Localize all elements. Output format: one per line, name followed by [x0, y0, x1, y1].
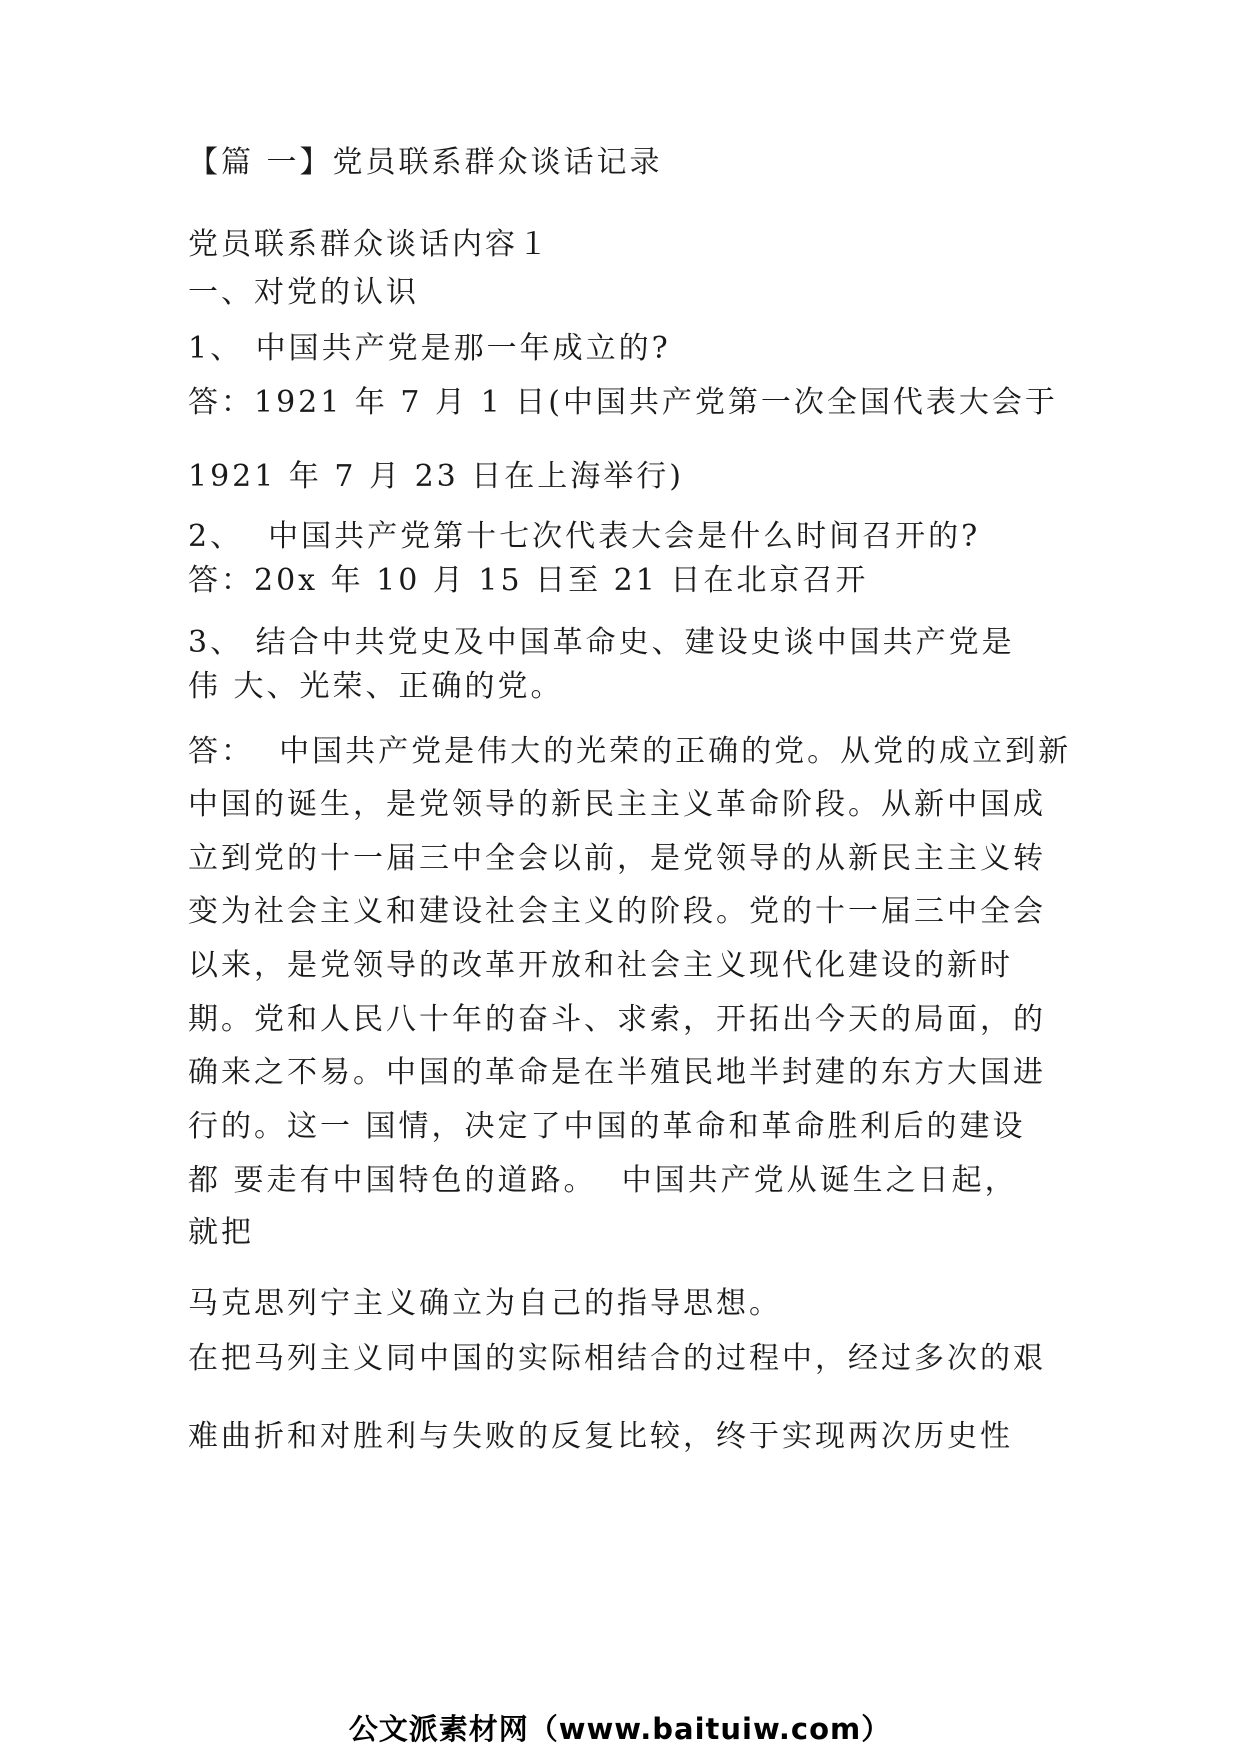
body-line: 伟 大、光荣、正确的党。	[188, 669, 564, 704]
body-line: 确来之不易。中国的革命是在半殖民地半封建的东方大国进	[188, 1055, 1046, 1090]
body-line: 中国的诞生，是党领导的新民主主义革命阶段。从新中国成	[188, 787, 1046, 822]
body-line: 答：20x 年 10 月 15 日至 21 日在北京召开	[188, 563, 869, 598]
body-line: 2、 中国共产党第十七次代表大会是什么时间召开的?	[188, 519, 981, 554]
body-line: 立到党的十一届三中全会以前，是党领导的从新民主主义转	[188, 841, 1046, 876]
body-line: 都 要走有中国特色的道路。 中国共产党从诞生之日起，	[188, 1163, 1018, 1198]
body-line: 以来，是党领导的改革开放和社会主义现代化建设的新时	[188, 948, 1013, 983]
document-subtitle: 党员联系群众谈话内容１	[188, 227, 551, 262]
body-line: 3、 结合中共党史及中国革命史、建设史谈中国共产党是	[188, 625, 1015, 660]
body-line: 期。党和人民八十年的奋斗、求索，开拓出今天的局面，的	[188, 1002, 1046, 1037]
document-title: 【篇 一】党员联系群众谈话记录	[188, 145, 663, 180]
footer-source: 公文派素材网（www.baituiw.com）	[348, 1712, 892, 1746]
body-line: 难曲折和对胜利与失败的反复比较，终于实现两次历史性	[188, 1419, 1013, 1454]
section-heading: 一、对党的认识	[188, 275, 419, 310]
body-line: 1921 年 7 月 23 日在上海举行)	[188, 459, 684, 494]
body-line: 就把	[188, 1215, 254, 1250]
body-line: 答：1921 年 7 月 1 日(中国共产党第一次全国代表大会于	[188, 385, 1058, 420]
body-line: 1、 中国共产党是那一年成立的?	[188, 331, 671, 366]
body-line: 答： 中国共产党是伟大的光荣的正确的党。从党的成立到新	[188, 734, 1072, 769]
body-line: 在把马列主义同中国的实际相结合的过程中，经过多次的艰	[188, 1341, 1046, 1376]
body-line: 变为社会主义和建设社会主义的阶段。党的十一届三中全会	[188, 894, 1046, 929]
body-line: 马克思列宁主义确立为自己的指导思想。	[188, 1286, 782, 1321]
body-line: 行的。这一 国情，决定了中国的革命和革命胜利后的建设	[188, 1109, 1026, 1144]
